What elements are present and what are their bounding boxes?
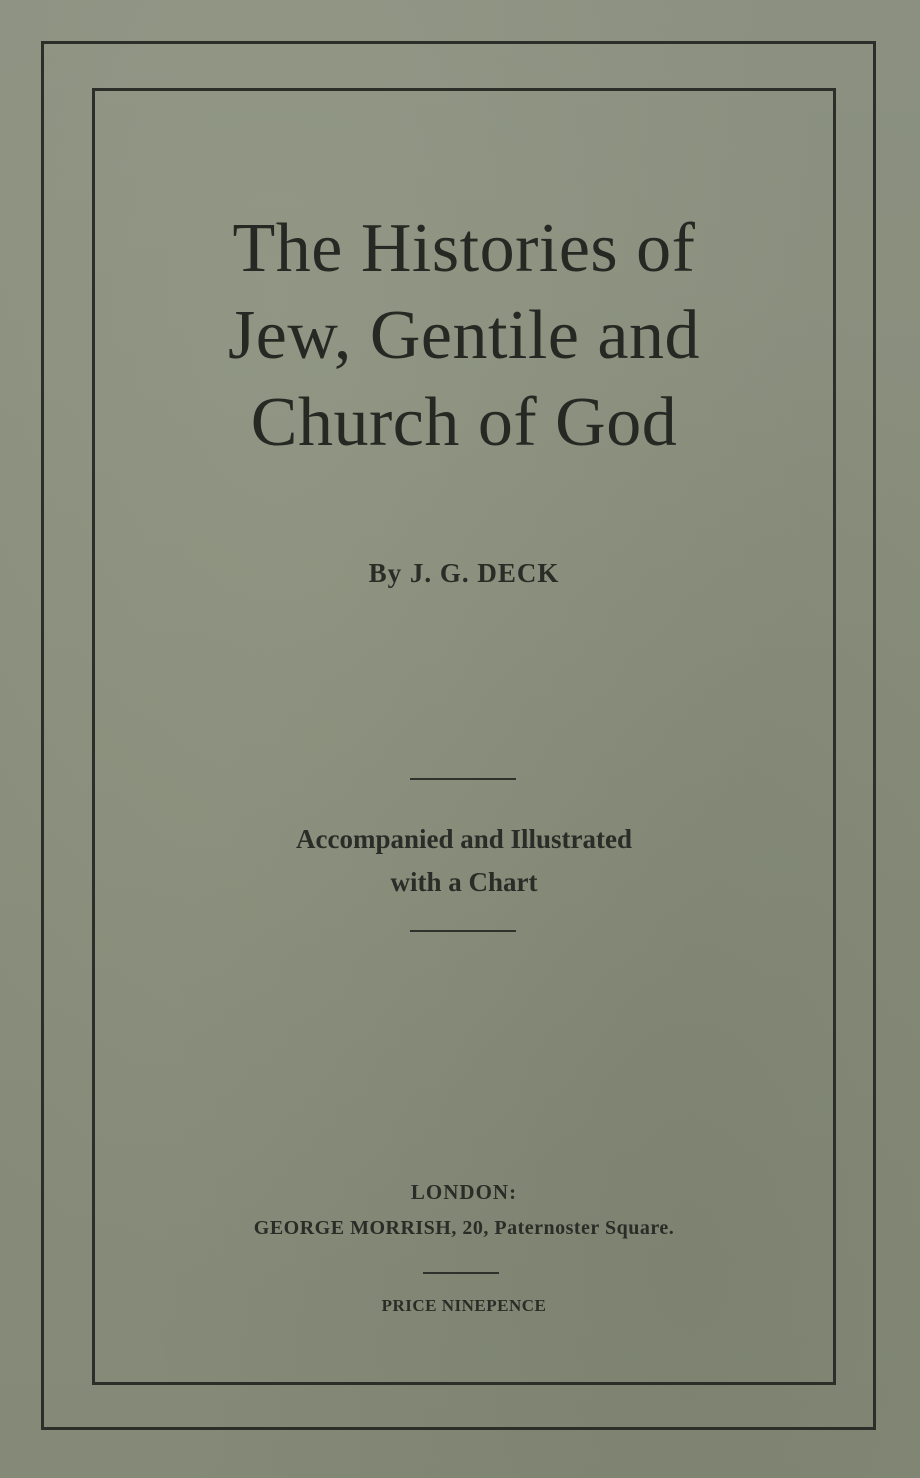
divider-rule-bottom (423, 1272, 499, 1274)
subtitle-line-2: with a Chart (390, 867, 538, 897)
author-line: By J. G. DECK (368, 558, 560, 588)
subtitle (92, 818, 836, 904)
publisher-line: GEORGE MORRISH, 20, Paternoster Square. (253, 1217, 675, 1239)
divider-rule-top (410, 778, 516, 780)
subtitle-line-1: Accompanied and Illustrated (295, 824, 633, 854)
publication-place: LONDON: (410, 1180, 518, 1204)
title-line-1: The Histories of (232, 210, 696, 287)
title-line-2: Jew, Gentile and (228, 297, 700, 374)
title-line-3: Church of God (250, 384, 678, 461)
divider-rule-middle (410, 930, 516, 932)
book-title (92, 205, 836, 466)
price-line: PRICE NINEPENCE (381, 1296, 547, 1315)
